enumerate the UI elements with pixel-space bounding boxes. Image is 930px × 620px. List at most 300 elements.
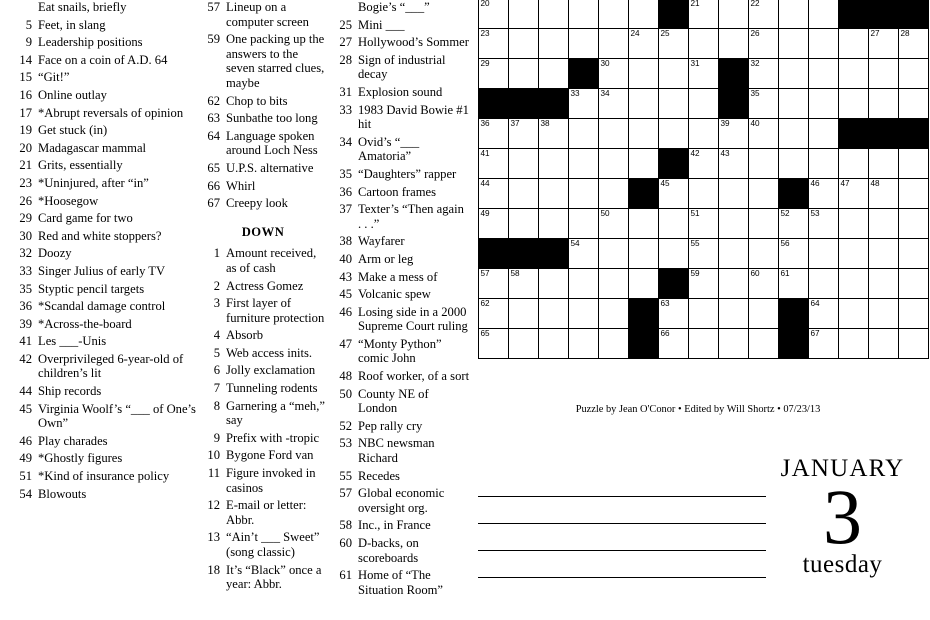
clue-item (198, 196, 328, 211)
clue-text: Styptic pencil targets (38, 281, 145, 296)
grid-cell[interactable] (809, 209, 839, 239)
clue-item (330, 486, 470, 515)
grid-cell-number: 46 (810, 179, 820, 188)
clue-number: 45 (339, 287, 352, 302)
clue-text: Whirl (226, 178, 256, 193)
grid-cell[interactable] (749, 239, 779, 269)
clue-item (330, 103, 470, 132)
grid-cell[interactable] (599, 29, 629, 59)
clue-text: Chop to bits (226, 93, 288, 108)
grid-cell[interactable] (809, 269, 839, 299)
clue-item (10, 53, 198, 68)
grid-cell[interactable] (869, 179, 899, 209)
grid-cell-blocked (509, 89, 539, 119)
grid-cell[interactable] (479, 59, 509, 89)
grid-cell[interactable] (689, 269, 719, 299)
clue-text: D-backs, on scoreboards (358, 536, 419, 565)
grid-cell-number: 56 (780, 239, 790, 248)
grid-cell[interactable] (599, 89, 629, 119)
grid-cell-blocked (899, 0, 929, 29)
grid-cell[interactable] (839, 269, 869, 299)
grid-cell-number: 22 (750, 0, 760, 8)
clue-number: 15 (19, 70, 32, 85)
grid-cell[interactable] (539, 209, 569, 239)
clue-text: Tunneling rodents (226, 381, 318, 396)
clue-item (10, 402, 198, 431)
grid-cell[interactable] (899, 329, 929, 359)
clue-number: 67 (207, 196, 220, 211)
grid-cell[interactable] (569, 329, 599, 359)
grid-cell[interactable] (719, 299, 749, 329)
grid-cell-number: 28 (900, 29, 910, 38)
grid-cell[interactable] (569, 149, 599, 179)
grid-cell[interactable] (689, 89, 719, 119)
grid-row (479, 299, 929, 329)
grid-cell[interactable] (569, 89, 599, 119)
grid-cell[interactable] (479, 329, 509, 359)
grid-cell[interactable] (599, 119, 629, 149)
clue-text: Play charades (38, 433, 108, 448)
grid-cell[interactable] (479, 179, 509, 209)
clue-text: U.P.S. alternative (226, 160, 314, 175)
grid-cell[interactable] (749, 179, 779, 209)
grid-cell[interactable] (599, 329, 629, 359)
clue-item (330, 252, 470, 267)
clue-text: Explosion sound (358, 84, 443, 99)
grid-cell[interactable] (779, 89, 809, 119)
grid-cell[interactable] (629, 0, 659, 29)
clue-number: 4 (213, 328, 220, 343)
grid-row (479, 59, 929, 89)
grid-cell-number: 66 (660, 329, 670, 338)
grid-cell[interactable] (689, 0, 719, 29)
clue-number: 44 (19, 384, 32, 399)
grid-cell[interactable] (539, 0, 569, 29)
date-day-number: 3 (823, 473, 862, 560)
grid-cell[interactable] (659, 179, 689, 209)
grid-cell[interactable] (689, 59, 719, 89)
grid-cell[interactable] (809, 89, 839, 119)
grid-cell[interactable] (809, 329, 839, 359)
clue-text: Bogie’s “___” (358, 0, 430, 14)
clue-text: *Kind of insurance policy (38, 469, 170, 484)
clue-text: E-mail or letter: Abbr. (226, 498, 307, 527)
grid-cell[interactable] (719, 329, 749, 359)
grid-cell[interactable] (479, 209, 509, 239)
grid-cell[interactable] (539, 329, 569, 359)
clue-number: 40 (339, 251, 352, 266)
grid-cell[interactable] (479, 269, 509, 299)
grid-cell-number: 30 (600, 59, 610, 68)
grid-cell[interactable] (569, 119, 599, 149)
grid-cell[interactable] (809, 59, 839, 89)
grid-cell-number: 43 (720, 149, 730, 158)
clue-item (330, 18, 470, 33)
grid-cell-number: 50 (600, 209, 610, 218)
clue-number: 42 (19, 351, 32, 366)
clue-number: 13 (207, 530, 220, 545)
grid-cell[interactable] (839, 329, 869, 359)
date-block (760, 455, 925, 579)
grid-cell[interactable] (629, 89, 659, 119)
clue-text: Leadership positions (38, 35, 143, 50)
grid-cell[interactable] (479, 119, 509, 149)
grid-cell[interactable] (509, 209, 539, 239)
clue-item (10, 70, 198, 85)
clue-item (330, 85, 470, 100)
grid-cell[interactable] (869, 269, 899, 299)
grid-cell[interactable] (569, 299, 599, 329)
grid-cell-number: 47 (840, 179, 850, 188)
grid-cell[interactable] (869, 209, 899, 239)
clue-item (10, 264, 198, 279)
grid-cell[interactable] (689, 209, 719, 239)
grid-cell[interactable] (779, 239, 809, 269)
grid-cell-number: 35 (750, 89, 760, 98)
grid-cell[interactable] (809, 119, 839, 149)
clue-text: Ship records (38, 384, 102, 399)
grid-cell[interactable] (569, 209, 599, 239)
clue-item (198, 363, 328, 378)
grid-cell[interactable] (719, 209, 749, 239)
grid-cell[interactable] (899, 269, 929, 299)
grid-cell[interactable] (509, 29, 539, 59)
grid-cell[interactable] (719, 239, 749, 269)
grid-cell[interactable] (509, 0, 539, 29)
grid-cell[interactable] (839, 299, 869, 329)
grid-cell[interactable] (629, 149, 659, 179)
grid-cell[interactable] (509, 119, 539, 149)
clue-text: Global economic oversight org. (358, 486, 445, 515)
clue-item (330, 369, 470, 384)
clue-number: 10 (207, 448, 220, 463)
clue-item (10, 352, 198, 381)
grid-cell-number: 39 (720, 119, 730, 128)
grid-cell[interactable] (689, 329, 719, 359)
clue-number: 51 (19, 469, 32, 484)
notes-line[interactable] (478, 524, 766, 551)
grid-cell[interactable] (779, 209, 809, 239)
notes-line[interactable] (478, 470, 766, 497)
clue-item (10, 0, 198, 15)
grid-cell-number: 25 (660, 29, 670, 38)
grid-cell-blocked (869, 119, 899, 149)
grid-cell-blocked (839, 0, 869, 29)
clue-number: 66 (207, 178, 220, 193)
crossword-grid[interactable] (478, 0, 929, 359)
clue-item (10, 88, 198, 103)
clue-text: One packing up the answers to the seven starred clues, maybe (226, 32, 325, 90)
grid-cell[interactable] (599, 299, 629, 329)
grid-cell[interactable] (869, 89, 899, 119)
grid-cell[interactable] (689, 119, 719, 149)
clue-item (198, 111, 328, 126)
grid-cell[interactable] (629, 239, 659, 269)
grid-cell[interactable] (599, 269, 629, 299)
grid-cell[interactable] (779, 59, 809, 89)
grid-cell[interactable] (839, 59, 869, 89)
grid-cell[interactable] (539, 119, 569, 149)
grid-cell[interactable] (719, 269, 749, 299)
clue-item (330, 135, 470, 164)
clue-item (198, 328, 328, 343)
grid-cell[interactable] (539, 149, 569, 179)
clue-text: Hollywood’s Sommer (358, 35, 469, 50)
grid-cell[interactable] (479, 0, 509, 29)
grid-cell[interactable] (809, 239, 839, 269)
grid-cell[interactable] (749, 149, 779, 179)
grid-cell[interactable] (749, 59, 779, 89)
clue-number: 47 (339, 336, 352, 351)
down-heading: DOWN (241, 224, 285, 239)
clue-text: *Abrupt reversals of opinion (38, 105, 184, 120)
grid-cell[interactable] (749, 299, 779, 329)
clue-item (330, 419, 470, 434)
grid-cell[interactable] (839, 29, 869, 59)
grid-cell[interactable] (509, 149, 539, 179)
grid-cell[interactable] (539, 59, 569, 89)
grid-cell[interactable] (629, 59, 659, 89)
clue-number: 21 (19, 158, 32, 173)
grid-cell-number: 34 (600, 89, 610, 98)
grid-cell-number: 29 (480, 59, 490, 68)
grid-cell[interactable] (839, 89, 869, 119)
grid-cell[interactable] (719, 119, 749, 149)
notes-area[interactable] (478, 470, 766, 578)
grid-cell[interactable] (899, 209, 929, 239)
grid-cell[interactable] (719, 179, 749, 209)
grid-cell[interactable] (569, 239, 599, 269)
clue-item (10, 35, 198, 50)
grid-cell[interactable] (839, 209, 869, 239)
grid-cell[interactable] (509, 329, 539, 359)
clue-item (10, 123, 198, 138)
grid-cell[interactable] (809, 299, 839, 329)
grid-cell[interactable] (659, 239, 689, 269)
clue-number: 20 (19, 140, 32, 155)
grid-cell[interactable] (809, 29, 839, 59)
grid-cell[interactable] (629, 209, 659, 239)
grid-cell[interactable] (629, 29, 659, 59)
grid-cell[interactable] (899, 239, 929, 269)
grid-cell[interactable] (869, 329, 899, 359)
grid-cell[interactable] (749, 269, 779, 299)
clue-number: 48 (339, 369, 352, 384)
grid-cell[interactable] (839, 239, 869, 269)
grid-cell[interactable] (869, 29, 899, 59)
grid-cell[interactable] (779, 119, 809, 149)
grid-cell-number: 65 (480, 329, 490, 338)
clue-text: Sign of industrial decay (358, 52, 446, 82)
clue-text: Amount received, as of cash (226, 246, 317, 275)
grid-cell[interactable] (659, 299, 689, 329)
clue-text: Web access inits. (226, 345, 313, 360)
grid-cell[interactable] (689, 239, 719, 269)
grid-cell[interactable] (599, 0, 629, 29)
clue-text: Arm or leg (358, 251, 414, 266)
grid-row (479, 0, 929, 29)
clue-text: Texter’s “Then again . . .” (358, 202, 464, 231)
grid-cell[interactable] (779, 269, 809, 299)
grid-cell[interactable] (809, 149, 839, 179)
clue-number: 58 (339, 518, 352, 533)
grid-cell[interactable] (749, 89, 779, 119)
grid-cell[interactable] (479, 149, 509, 179)
clue-text: Get stuck (in) (38, 123, 108, 138)
clue-text: Prefix with -tropic (226, 430, 320, 445)
grid-cell[interactable] (809, 179, 839, 209)
clue-item (330, 0, 470, 15)
grid-cell[interactable] (719, 29, 749, 59)
clue-text: *Ghostly figures (38, 451, 123, 466)
notes-line[interactable] (478, 551, 766, 578)
grid-cell-number: 21 (690, 0, 700, 8)
grid-row (479, 119, 929, 149)
clue-number: 36 (19, 299, 32, 314)
date-weekday: tuesday (802, 551, 883, 578)
grid-cell[interactable] (539, 29, 569, 59)
grid-cell[interactable] (599, 179, 629, 209)
grid-row (479, 329, 929, 359)
clue-number: 5 (25, 17, 32, 32)
grid-cell[interactable] (899, 29, 929, 59)
clue-text: Grits, essentially (38, 158, 123, 173)
clue-number: 50 (339, 386, 352, 401)
date-month: JANUARY (780, 455, 905, 482)
grid-cell-number: 37 (510, 119, 520, 128)
grid-cell[interactable] (659, 329, 689, 359)
grid-cell[interactable] (659, 29, 689, 59)
grid-cell[interactable] (899, 149, 929, 179)
grid-cell[interactable] (689, 299, 719, 329)
grid-cell[interactable] (659, 209, 689, 239)
clue-number: 37 (339, 202, 352, 217)
grid-cell-blocked (779, 299, 809, 329)
grid-cell[interactable] (899, 89, 929, 119)
grid-cell[interactable] (809, 0, 839, 29)
clue-text: First layer of furniture protection (226, 296, 325, 325)
grid-cell[interactable] (749, 29, 779, 59)
clue-number: 25 (339, 17, 352, 32)
grid-cell-blocked (899, 119, 929, 149)
grid-cell[interactable] (599, 149, 629, 179)
grid-cell[interactable] (569, 179, 599, 209)
grid-cell[interactable] (659, 59, 689, 89)
clue-number: 17 (19, 105, 32, 120)
clue-item (330, 518, 470, 533)
clue-number: 11 (207, 466, 220, 481)
clue-item (198, 381, 328, 396)
grid-cell[interactable] (899, 59, 929, 89)
grid-cell[interactable] (509, 59, 539, 89)
grid-cell[interactable] (869, 149, 899, 179)
grid-cell[interactable] (509, 179, 539, 209)
grid-cell[interactable] (779, 149, 809, 179)
grid-cell[interactable] (749, 209, 779, 239)
clue-item (10, 18, 198, 33)
grid-cell-number: 41 (480, 149, 490, 158)
clue-item (10, 469, 198, 484)
grid-cell[interactable] (689, 29, 719, 59)
clue-number: 57 (339, 486, 352, 501)
grid-cell[interactable] (869, 239, 899, 269)
clue-item (330, 202, 470, 231)
clue-item (198, 530, 328, 559)
grid-row (479, 269, 929, 299)
notes-line[interactable] (478, 497, 766, 524)
grid-cell[interactable] (749, 119, 779, 149)
grid-cell[interactable] (569, 0, 599, 29)
clue-item (198, 296, 328, 325)
grid-cell[interactable] (659, 119, 689, 149)
clue-item (330, 387, 470, 416)
grid-cell[interactable] (839, 179, 869, 209)
grid-cell[interactable] (539, 269, 569, 299)
clue-item (10, 334, 198, 349)
grid-cell[interactable] (509, 299, 539, 329)
grid-cell[interactable] (599, 59, 629, 89)
grid-cell[interactable] (569, 269, 599, 299)
grid-cell-blocked (539, 239, 569, 269)
clue-text: Make a mess of (358, 269, 438, 284)
grid-cell[interactable] (749, 0, 779, 29)
grid-cell[interactable] (779, 0, 809, 29)
clue-item (330, 337, 470, 366)
grid-cell[interactable] (749, 329, 779, 359)
clue-number: 8 (213, 398, 220, 413)
clue-text: *Across-the-board (38, 316, 132, 331)
clue-text: Virginia Woolf’s “___ of One’s Own” (38, 401, 196, 431)
clue-item (198, 0, 328, 29)
grid-cell[interactable] (899, 299, 929, 329)
grid-cell[interactable] (539, 179, 569, 209)
clue-number: 35 (19, 281, 32, 296)
clue-number: 54 (19, 486, 32, 501)
grid-cell[interactable] (599, 209, 629, 239)
grid-cell-blocked (779, 329, 809, 359)
grid-cell[interactable] (869, 59, 899, 89)
grid-cell[interactable] (599, 239, 629, 269)
grid-cell[interactable] (629, 269, 659, 299)
grid-cell[interactable] (659, 89, 689, 119)
grid-cell[interactable] (899, 179, 929, 209)
clue-number: 39 (19, 316, 32, 331)
grid-cell[interactable] (569, 29, 599, 59)
grid-cell[interactable] (719, 149, 749, 179)
grid-cell[interactable] (629, 119, 659, 149)
grid-cell-number: 67 (810, 329, 820, 338)
clue-text: Losing side in a 2000 Supreme Court ruling (358, 304, 468, 334)
grid-cell-number: 59 (690, 269, 700, 278)
grid-cell[interactable] (509, 269, 539, 299)
clue-number: 2 (213, 278, 220, 293)
grid-cell[interactable] (689, 149, 719, 179)
clue-text: Les ___-Unis (38, 334, 107, 349)
grid-cell[interactable] (839, 149, 869, 179)
clue-text: Wayfarer (358, 234, 405, 249)
clue-item (330, 469, 470, 484)
grid-cell[interactable] (479, 29, 509, 59)
grid-cell[interactable] (719, 0, 749, 29)
clue-item (10, 282, 198, 297)
grid-cell[interactable] (869, 299, 899, 329)
grid-cell[interactable] (479, 299, 509, 329)
clue-number: 59 (207, 32, 220, 47)
grid-cell[interactable] (779, 29, 809, 59)
grid-cell[interactable] (689, 179, 719, 209)
grid-cell[interactable] (539, 299, 569, 329)
clue-item (198, 129, 328, 158)
